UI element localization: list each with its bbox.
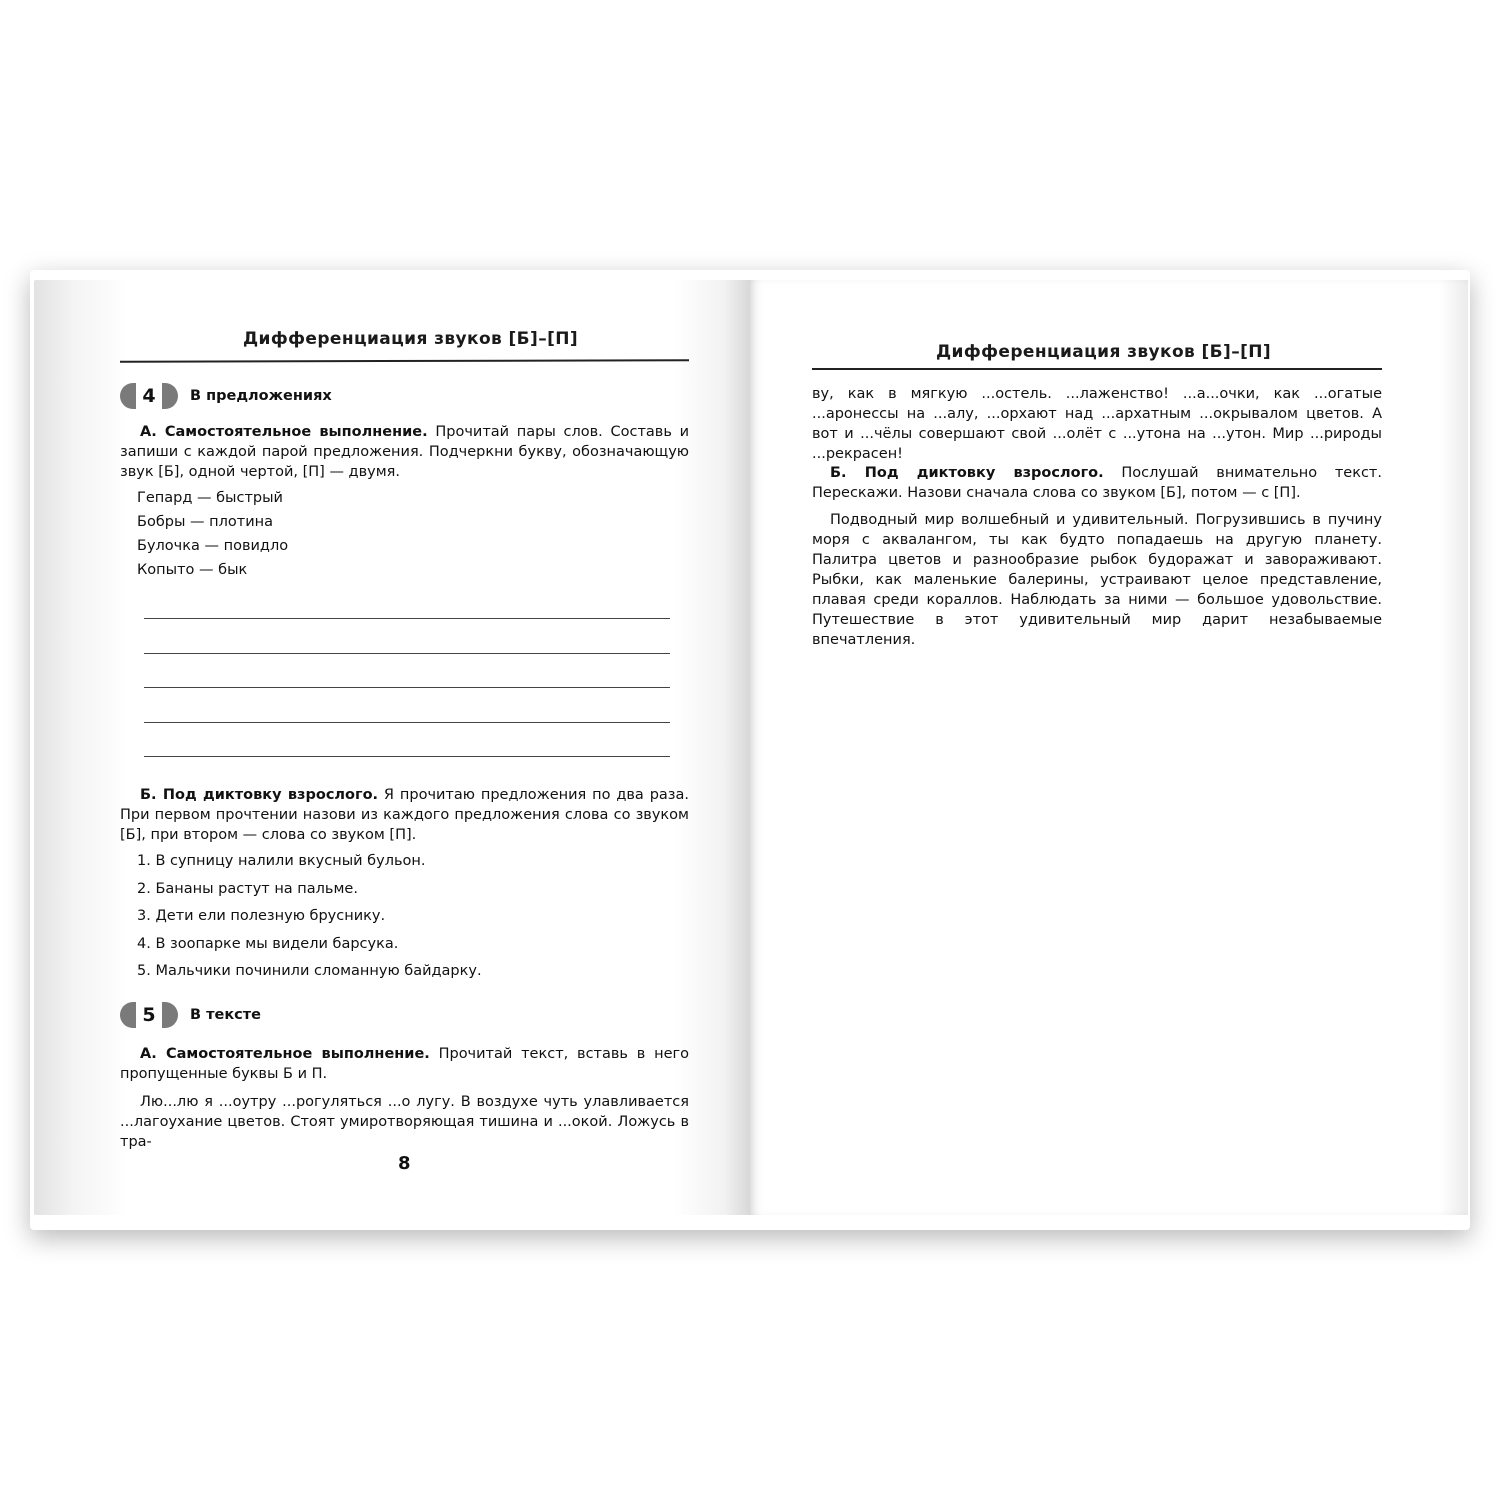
title-rule <box>812 368 1382 370</box>
word-pair: Булочка — повидло <box>137 538 289 554</box>
numbered-sentence: 4. В зоопарке мы видели барсука. <box>137 936 399 952</box>
passage-continuation: ву, как в мягкую ...остель. ...лаженство! ...а...очки, как ...огатые ...аронессы на ...алу, ...орхают над ...архатным ...окрывалом цветов. А вот и ...чёлы совершают свой ...олёт с ...утона на ...утон. Мир ...рироды ...рекрасен! <box>812 386 1382 462</box>
left-page <box>34 280 750 1215</box>
task-title: В тексте <box>190 1007 262 1023</box>
numbered-sentence: 1. В супницу налили вкусный бульон. <box>137 853 426 869</box>
writing-line[interactable] <box>144 687 670 688</box>
writing-line[interactable] <box>144 722 670 723</box>
task-5-passage: Лю...лю я ...оутру ...рогуляться ...о лугу. В воздухе чуть улавливается ...лагоухание цветов. Стоят умиротворяющая тишина и ...окой. Ложусь в тра- <box>120 1094 689 1150</box>
numbered-sentence: 3. Дети ели полезную бруснику. <box>137 908 386 924</box>
story-text: Подводный мир волшебный и удивительный. Погрузившись в пучину моря с аквалангом, ты как будто попадаешь на другую планету. Палитра цветов и разнообразие рыбок будоражат и завораживают. Рыбки, как маленькие балерины, устраивают целое представление, плавая среди кораллов. Наблюдать за ними — большое удовольствие. Путешествие в этот удивительный мир дарит незабываемые впечатления. <box>812 512 1382 648</box>
title-rule <box>120 359 689 362</box>
numbered-sentence: 2. Бананы растут на пальме. <box>137 881 358 897</box>
writing-line[interactable] <box>144 653 670 654</box>
word-pair: Копыто — бык <box>137 562 248 578</box>
task-title: В предложениях <box>190 388 332 404</box>
part-b-instructions: Б. Под диктовку взрослого. Послушай внимательно текст. Перескажи. Назови сначала слова со звуком [Б], потом — с [П]. <box>812 465 1382 501</box>
task-4-part-a: А. Самостоятельное выполнение. Прочитай пары слов. Составь и запиши с каждой парой предложения. Подчеркни букву, обозначающую звук [Б], одной чертой, [П] — двумя. <box>120 424 689 480</box>
page-title: Дифференциация звуков [Б]–[П] <box>243 329 579 349</box>
task-5-header <box>120 1002 261 1028</box>
right-page <box>750 280 1468 1215</box>
task-4-part-b: Б. Под диктовку взрослого. Я прочитаю предложения по два раза. При первом прочтении назови из каждого предложения слова со звуком [Б], при втором — слова со звуком [П]. <box>120 787 689 843</box>
page-number: 8 <box>398 1153 411 1174</box>
writing-line[interactable] <box>144 618 670 619</box>
writing-line[interactable] <box>144 756 670 757</box>
task-4-header <box>120 383 332 409</box>
numbered-sentence: 5. Мальчики починили сломанную байдарку. <box>137 963 482 979</box>
task-number-badge: 4 <box>120 383 178 409</box>
task-5-part-a: А. Самостоятельное выполнение. Прочитай текст, вставь в него пропущенные буквы Б и П. <box>120 1046 689 1082</box>
word-pair: Гепард — быстрый <box>137 490 283 506</box>
task-number-badge: 5 <box>120 1002 178 1028</box>
word-pair: Бобры — плотина <box>137 514 273 530</box>
page-title: Дифференциация звуков [Б]–[П] <box>936 342 1272 362</box>
